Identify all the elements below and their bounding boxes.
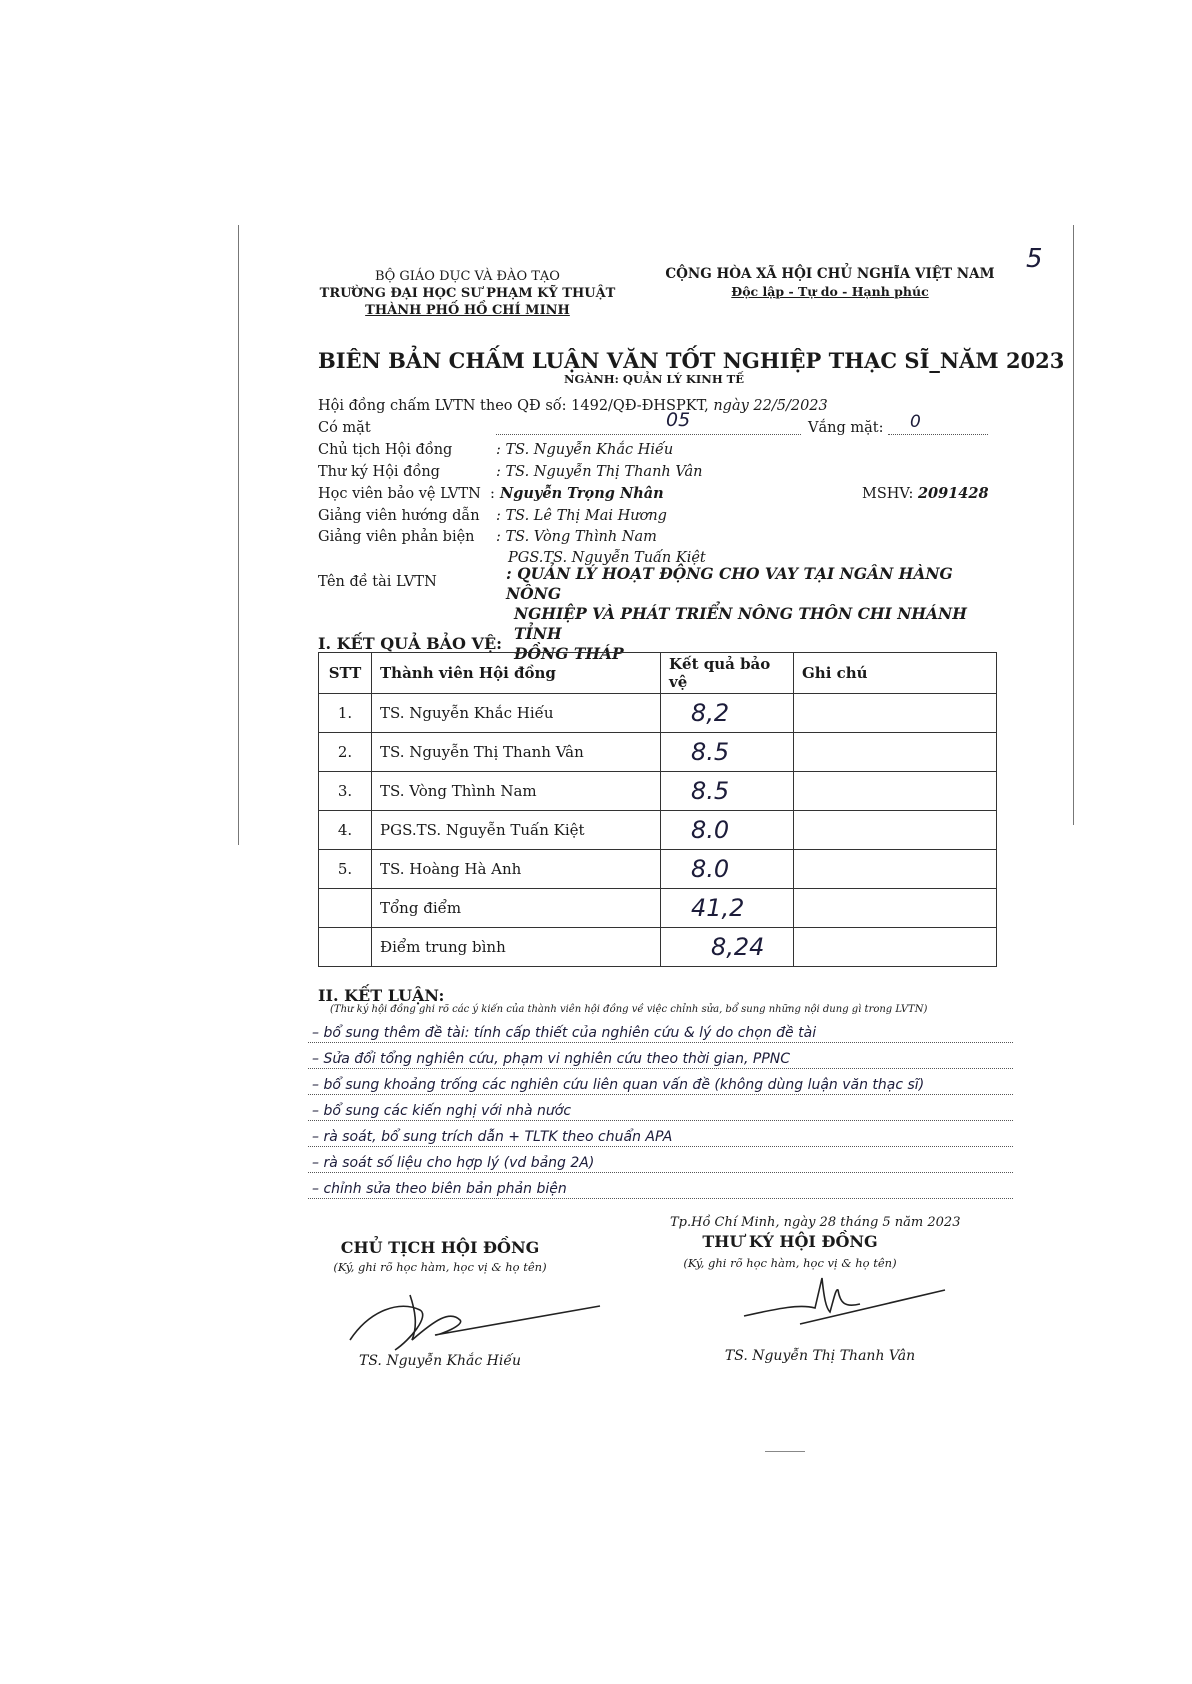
row-note	[794, 733, 997, 772]
conclusion-instruction: (Thư ký hội đồng ghi rõ các ý kiến của thành viên hội đồng về việc chỉnh sửa, bổ sung những nội dung gì trong LVTN)	[330, 1004, 928, 1015]
row-member: TS. Nguyễn Khắc Hiếu	[372, 694, 661, 733]
conclusion-line	[308, 1124, 1013, 1147]
conclusion-line	[308, 1176, 1013, 1199]
national-motto: Độc lập - Tự do - Hạnh phúc	[731, 284, 929, 299]
total-score: 41,2	[661, 889, 794, 928]
topic-line1: : QUẢN LÝ HOẠT ĐỘNG CHO VAY TẠI NGÂN HÀNG NÔNG	[506, 564, 953, 603]
thesis-topic	[506, 564, 996, 664]
secretary-signature-note: (Ký, ghi rõ học hàm, học vị & họ tên)	[683, 1256, 897, 1270]
col-header-member: Thành viên Hội đồng	[372, 653, 661, 694]
average-row	[319, 928, 997, 967]
student-colon: :	[490, 486, 495, 502]
row-member: TS. Vòng Thình Nam	[372, 772, 661, 811]
conclusion-text: – chỉnh sửa theo biên bản phản biện	[312, 1181, 567, 1197]
reviewer-label: Giảng viên phản biện	[318, 529, 475, 545]
absent-value: 0	[910, 412, 921, 432]
secretary-value: : TS. Nguyễn Thị Thanh Vân	[496, 464, 703, 480]
document-title: BIÊN BẢN CHẤM LUẬN VĂN TỐT NGHIỆP THẠC SĨ_NĂM 2023	[318, 348, 1065, 373]
row-note	[794, 694, 997, 733]
secretary-signature-name: TS. Nguyễn Thị Thanh Vân	[724, 1348, 916, 1364]
row-stt: 2.	[319, 733, 372, 772]
row-score: 8.5	[661, 772, 794, 811]
conclusion-text: – bổ sung thêm đề tài: tính cấp thiết của nghiên cứu & lý do chọn đề tài	[312, 1025, 817, 1041]
average-label: Điểm trung bình	[372, 928, 661, 967]
major-name: NGÀNH: QUẢN LÝ KINH TẾ	[564, 372, 745, 386]
republic-name: CỘNG HÒA XÃ HỘI CHỦ NGHĨA VIỆT NAM	[665, 266, 995, 282]
row-score: 8.5	[661, 733, 794, 772]
row-member: TS. Hoàng Hà Anh	[372, 850, 661, 889]
absent-label: Vắng mặt:	[808, 420, 884, 436]
row-stt: 4.	[319, 811, 372, 850]
present-label: Có mặt	[318, 420, 371, 436]
university-name-line1: TRƯỜNG ĐẠI HỌC SƯ PHẠM KỸ THUẬT	[319, 286, 616, 301]
advisor-label: Giảng viên hướng dẫn	[318, 508, 480, 524]
secretary-label: Thư ký Hội đồng	[318, 464, 440, 480]
topic-label: Tên đề tài LVTN	[318, 574, 437, 590]
conclusion-text: – bổ sung các kiến nghị với nhà nước	[312, 1103, 572, 1119]
date-line: Tp.Hồ Chí Minh, ngày 28 tháng 5 năm 2023	[670, 1215, 961, 1230]
topic-line3: ĐỒNG THÁP	[514, 644, 624, 663]
total-note	[794, 889, 997, 928]
section-results-heading: I. KẾT QUẢ BẢO VỆ:	[318, 634, 503, 653]
chair-label: Chủ tịch Hội đồng	[318, 442, 453, 458]
row-score: 8.0	[661, 850, 794, 889]
row-member: PGS.TS. Nguyễn Tuấn Kiệt	[372, 811, 661, 850]
conclusion-line	[308, 1046, 1013, 1069]
average-note	[794, 928, 997, 967]
conclusion-line	[308, 1150, 1013, 1173]
col-header-stt: STT	[319, 653, 372, 694]
student-label: Học viên bảo vệ LVTN	[318, 486, 481, 502]
page-number: 5	[1026, 244, 1043, 274]
conclusion-line	[308, 1098, 1013, 1121]
scan-edge-left	[238, 225, 239, 845]
university-name-line2: THÀNH PHỐ HỒ CHÍ MINH	[365, 303, 570, 318]
row-score: 8,2	[661, 694, 794, 733]
header-institution	[300, 268, 635, 319]
mshv-line	[862, 484, 989, 504]
total-label: Tổng điểm	[372, 889, 661, 928]
total-stt	[319, 889, 372, 928]
conclusion-line	[308, 1020, 1013, 1043]
table-row	[319, 811, 997, 850]
row-score: 8.0	[661, 811, 794, 850]
table-row	[319, 850, 997, 889]
row-note	[794, 850, 997, 889]
mshv-value: 2091428	[917, 485, 989, 502]
conclusion-line	[308, 1072, 1013, 1095]
scan-mark-bottom	[765, 1451, 805, 1452]
ministry-name: BỘ GIÁO DỤC VÀ ĐÀO TẠO	[375, 269, 560, 284]
chair-value: : TS. Nguyễn Khắc Hiếu	[496, 442, 674, 458]
topic-line2: NGHIỆP VÀ PHÁT TRIỂN NÔNG THÔN CHI NHÁNH TỈNH	[514, 604, 967, 643]
reviewer-1: : TS. Vòng Thình Nam	[496, 529, 657, 545]
mshv-label: MSHV:	[862, 486, 914, 502]
row-member: TS. Nguyễn Thị Thanh Vân	[372, 733, 661, 772]
chair-signature	[340, 1280, 610, 1360]
header-republic	[660, 265, 1000, 301]
table-row	[319, 772, 997, 811]
secretary-signature	[740, 1268, 950, 1338]
council-date: ngày 22/5/2023	[713, 398, 828, 414]
scan-edge-right	[1073, 225, 1074, 825]
conclusion-text: – rà soát, bổ sung trích dẫn + TLTK theo chuẩn APA	[312, 1129, 673, 1145]
present-value: 05	[666, 409, 691, 431]
reviewer-2: PGS.TS. Nguyễn Tuấn Kiệt	[508, 550, 706, 566]
council-decision: Hội đồng chấm LVTN theo QĐ số: 1492/QĐ-ĐHSPKT,	[318, 398, 709, 414]
chair-signature-name: TS. Nguyễn Khắc Hiếu	[359, 1353, 521, 1369]
council-decision-line	[318, 396, 828, 416]
secretary-signature-title: THƯ KÝ HỘI ĐỒNG	[702, 1232, 878, 1251]
table-row	[319, 694, 997, 733]
absent-field	[888, 412, 988, 435]
student-name: Nguyễn Trọng Nhân	[500, 485, 664, 502]
conclusion-text: – Sửa đổi tổng nghiên cứu, phạm vi nghiên cứu theo thời gian, PPNC	[312, 1051, 791, 1067]
table-row	[319, 733, 997, 772]
total-row	[319, 889, 997, 928]
col-header-result: Kết quả bảo vệ	[661, 653, 794, 694]
row-stt: 1.	[319, 694, 372, 733]
average-score: 8,24	[661, 928, 794, 967]
chair-signature-title: CHỦ TỊCH HỘI ĐỒNG	[340, 1238, 540, 1257]
row-stt: 5.	[319, 850, 372, 889]
conclusion-text: – bổ sung khoảng trống các nghiên cứu liên quan vấn đề (không dùng luận văn thạc sĩ)	[312, 1077, 925, 1093]
present-field	[496, 409, 801, 435]
row-note	[794, 772, 997, 811]
conclusion-text: – rà soát số liệu cho hợp lý (vd bảng 2A)	[312, 1155, 595, 1171]
row-stt: 3.	[319, 772, 372, 811]
row-note	[794, 811, 997, 850]
chair-signature-note: (Ký, ghi rõ học hàm, học vị & họ tên)	[333, 1260, 547, 1274]
table-header-row	[319, 653, 997, 694]
col-header-note: Ghi chú	[794, 653, 997, 694]
section-conclusion-heading: II. KẾT LUẬN:	[318, 986, 445, 1005]
advisor-value: : TS. Lê Thị Mai Hương	[496, 508, 667, 524]
average-stt	[319, 928, 372, 967]
results-table	[318, 652, 997, 967]
